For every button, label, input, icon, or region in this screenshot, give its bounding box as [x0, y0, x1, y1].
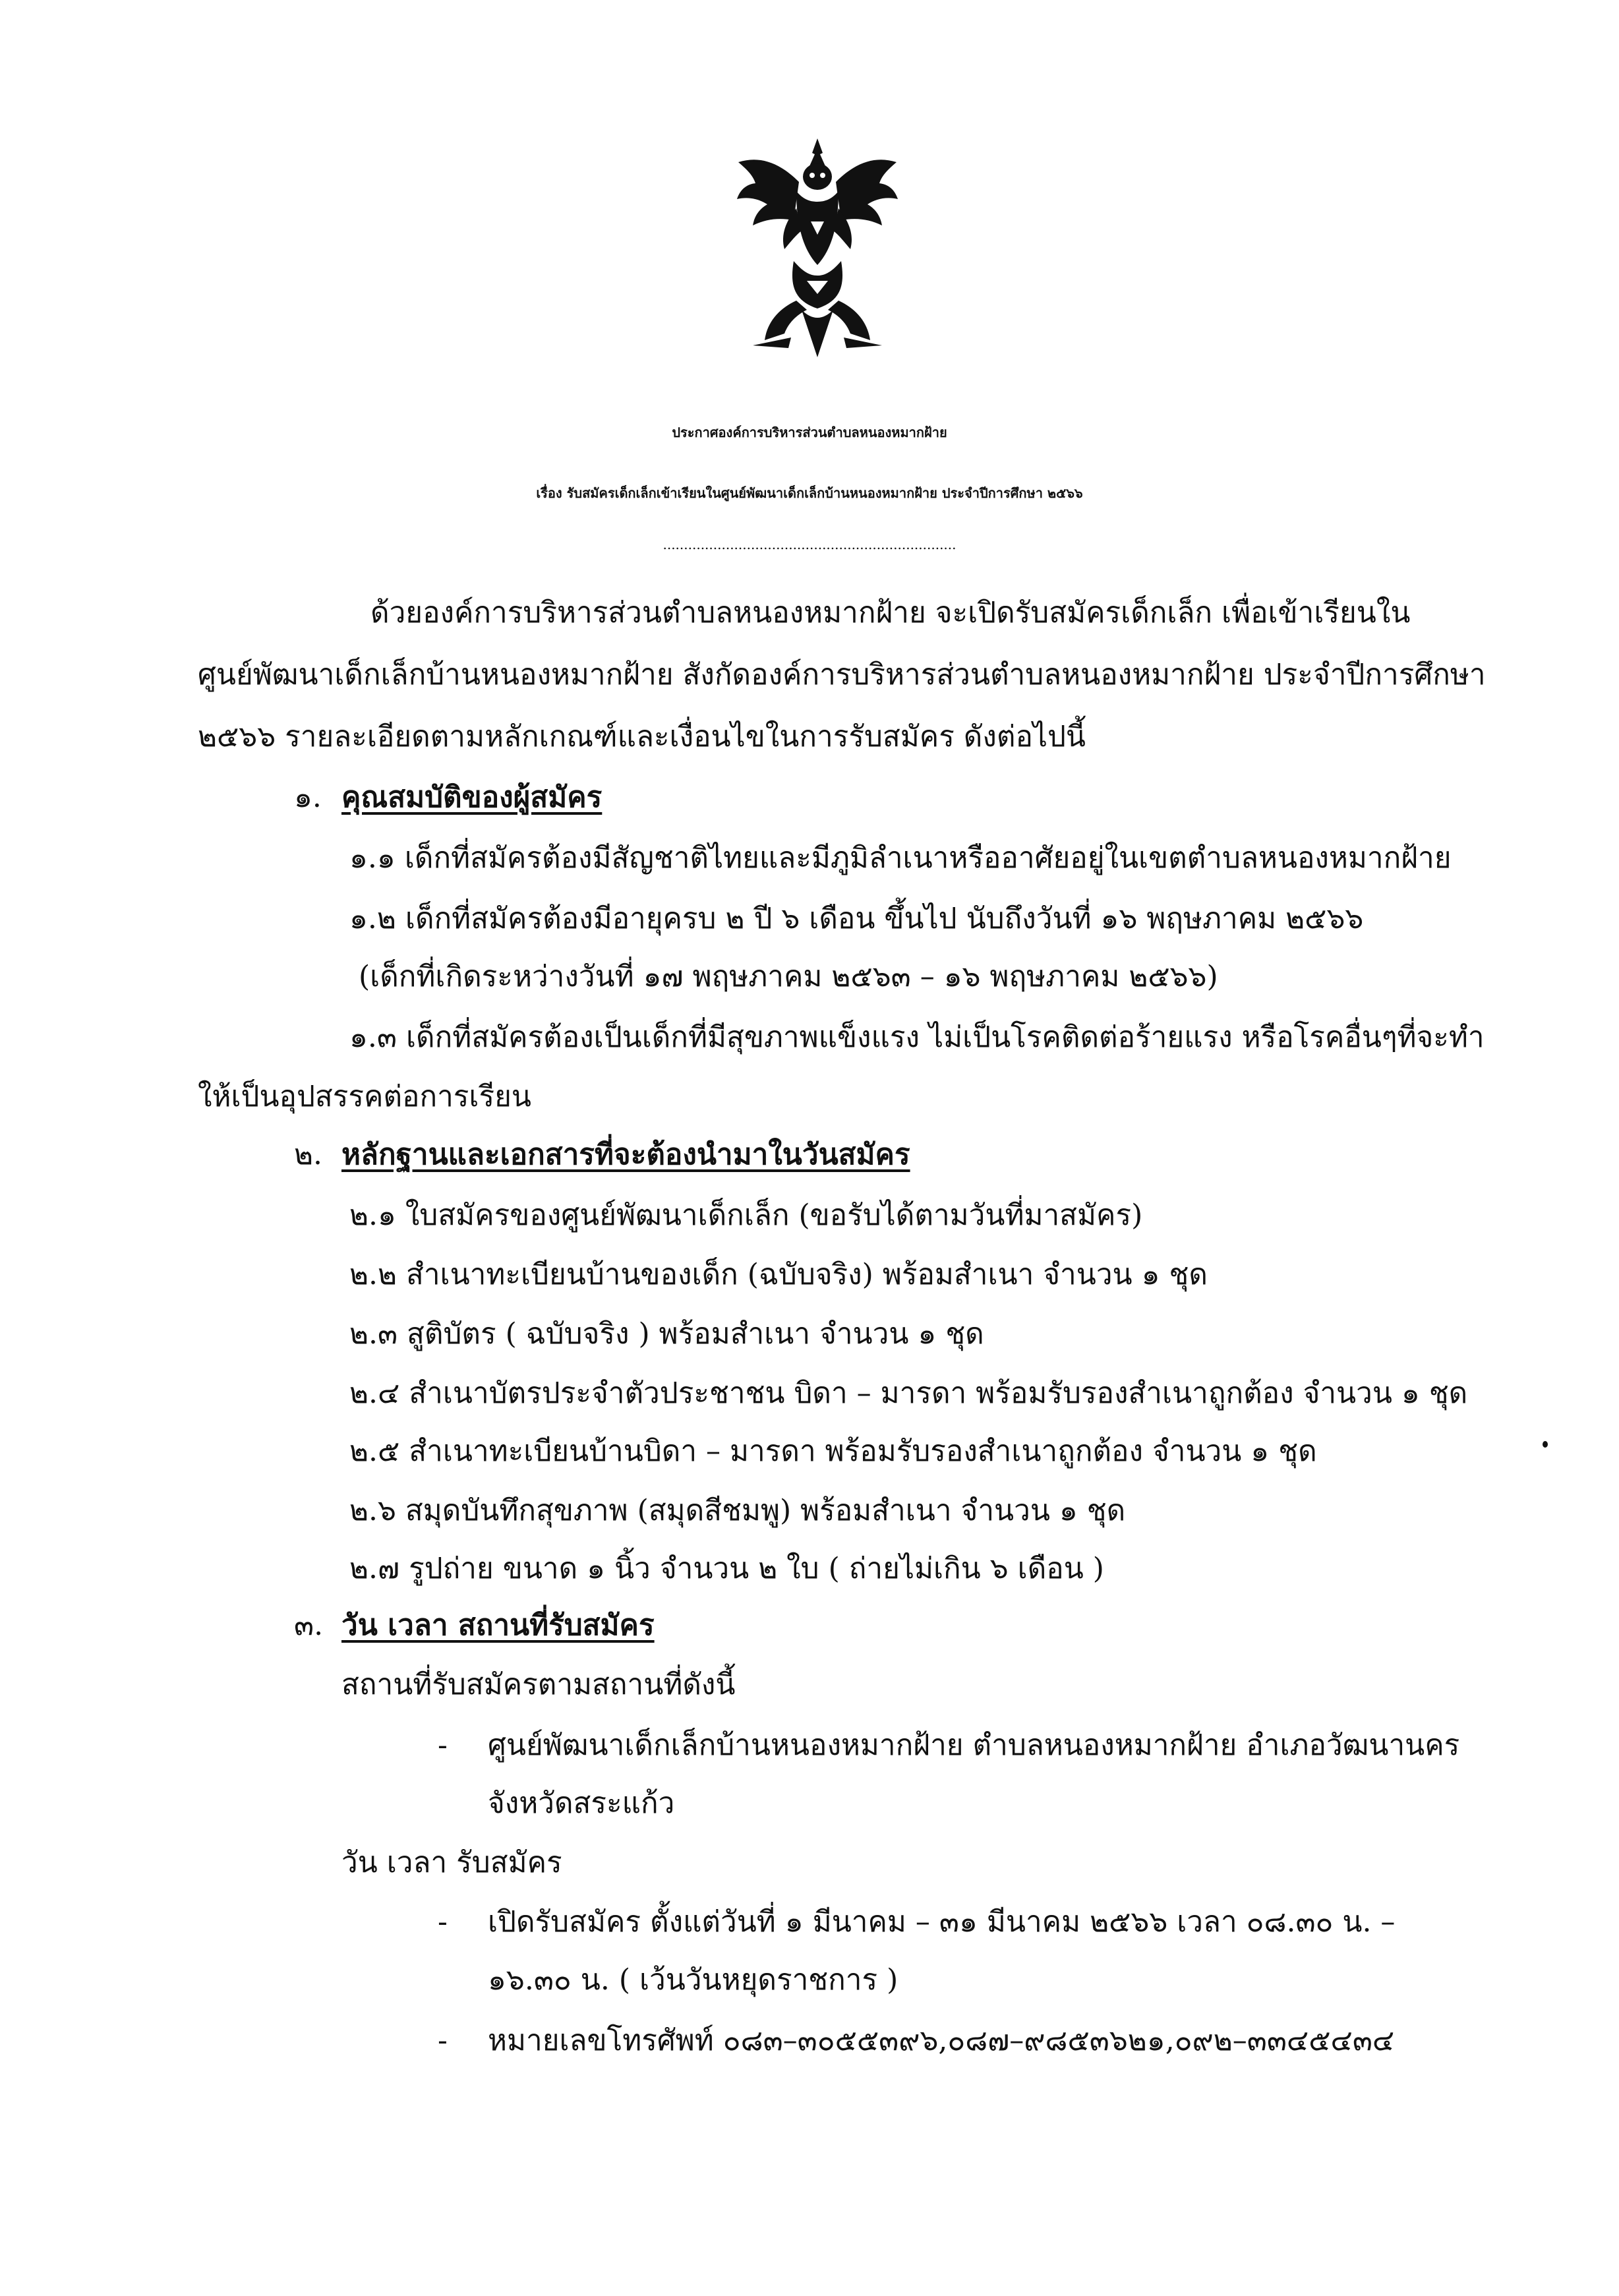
section-3-heading: วัน เวลา สถานที่รับสมัคร — [341, 1608, 655, 1642]
section-2-item-3: ๒.๓ สูติบัตร ( ฉบับจริง ) พร้อมสำเนา จำนวน ๑ ชุด — [349, 1317, 984, 1351]
time-line-1: เปิดรับสมัคร ตั้งแต่วันที่ ๑ มีนาคม – ๓๑ มีนาคม ๒๕๖๖ เวลา ๐๘.๓๐ น. – — [488, 1905, 1396, 1939]
place-bullet: - — [438, 1728, 448, 1762]
phone-line: หมายเลขโทรศัพท์ ๐๘๓–๓๐๕๕๓๙๖,๐๘๗–๙๘๕๓๖๒๑,๐๙๒–๓๓๔๕๔๓๔ — [488, 2024, 1395, 2057]
place-line-2: จังหวัดสระแก้ว — [488, 1786, 675, 1820]
section-1-line-1: ๑.๑ เด็กที่สมัครต้องมีสัญชาติไทยและมีภูมิลำเนาหรืออาศัยอยู่ในเขตตำบลหนองหมากฝ้าย — [349, 841, 1452, 875]
section-1-heading: คุณสมบัติของผู้สมัคร — [341, 780, 603, 814]
place-label: สถานที่รับสมัครตามสถานที่ดังนี้ — [341, 1668, 736, 1701]
section-2-heading: หลักฐานและเอกสารที่จะต้องนำมาในวันสมัคร — [341, 1138, 910, 1171]
time-bullet: - — [438, 1905, 448, 1939]
announcement-title: ประกาศองค์การบริหารส่วนตำบลหนองหมากฝ้าย — [672, 425, 947, 440]
section-1-line-5: ให้เป็นอุปสรรคต่อการเรียน — [198, 1080, 531, 1113]
intro-line-3: ๒๕๖๖ รายละเอียดตามหลักเกณฑ์และเงื่อนไขในการรับสมัคร ดังต่อไปนี้ — [198, 720, 1086, 753]
section-2-item-4: ๒.๔ สำเนาบัตรประจำตัวประชาชน บิดา – มารดา พร้อมรับรองสำเนาถูกต้อง จำนวน ๑ ชุด — [349, 1376, 1468, 1410]
section-1-line-2: ๑.๒ เด็กที่สมัครต้องมีอายุครบ ๒ ปี ๖ เดือน ขึ้นไป นับถึงวันที่ ๑๖ พฤษภาคม ๒๕๖๖ — [349, 902, 1364, 935]
garuda-emblem-icon — [733, 136, 902, 360]
section-3-number: ๓. — [294, 1608, 324, 1642]
section-2-number: ๒. — [294, 1138, 322, 1171]
section-2-item-1: ๒.๑ ใบสมัครของศูนย์พัฒนาเด็กเล็ก (ขอรับได้ตามวันที่มาสมัคร) — [349, 1198, 1143, 1232]
section-1-number: ๑. — [294, 780, 322, 814]
phone-bullet: - — [438, 2024, 448, 2057]
section-2-item-6: ๒.๖ สมุดบันทึกสุขภาพ (สมุดสีชมพู) พร้อมสำเนา จำนวน ๑ ชุด — [349, 1494, 1126, 1527]
place-line-1: ศูนย์พัฒนาเด็กเล็กบ้านหนองหมากฝ้าย ตำบลหนองหมากฝ้าย อำเภอวัฒนานคร — [488, 1728, 1460, 1762]
intro-line-1: ด้วยองค์การบริหารส่วนตำบลหนองหมากฝ้าย จะเปิดรับสมัครเด็กเล็ก เพื่อเข้าเรียนใน — [370, 596, 1411, 630]
scan-speck — [1543, 1441, 1548, 1448]
time-line-2: ๑๖.๓๐ น. ( เว้นวันหยุดราชการ ) — [488, 1963, 898, 1997]
section-1-line-3: (เด็กที่เกิดระหว่างวันที่ ๑๗ พฤษภาคม ๒๕๖๓ – ๑๖ พฤษภาคม ๒๕๖๖) — [359, 960, 1218, 993]
intro-line-2: ศูนย์พัฒนาเด็กเล็กบ้านหนองหมากฝ้าย สังกัดองค์การบริหารส่วนตำบลหนองหมากฝ้าย ประจำปีการศึกษา — [198, 658, 1486, 692]
section-2-item-2: ๒.๒ สำเนาทะเบียนบ้านของเด็ก (ฉบับจริง) พร้อมสำเนา จำนวน ๑ ชุด — [349, 1258, 1208, 1291]
announcement-subject: เรื่อง รับสมัครเด็กเล็กเข้าเรียนในศูนย์พัฒนาเด็กเล็กบ้านหนองหมากฝ้าย ประจำปีการศึกษา ๒๕๖๖ — [536, 485, 1083, 501]
time-label: วัน เวลา รับสมัคร — [341, 1846, 562, 1879]
separator-dots: ...................................................................... — [662, 537, 957, 552]
section-2-item-7: ๒.๗ รูปถ่าย ขนาด ๑ นิ้ว จำนวน ๒ ใบ ( ถ่ายไม่เกิน ๖ เดือน ) — [349, 1552, 1104, 1585]
section-1-line-4: ๑.๓ เด็กที่สมัครต้องเป็นเด็กที่มีสุขภาพแข็งแรง ไม่เป็นโรคติดต่อร้ายแรง หรือโรคอื่นๆที่จะทำ — [349, 1020, 1485, 1054]
section-2-item-5: ๒.๕ สำเนาทะเบียนบ้านบิดา – มารดา พร้อมรับรองสำเนาถูกต้อง จำนวน ๑ ชุด — [349, 1434, 1317, 1468]
